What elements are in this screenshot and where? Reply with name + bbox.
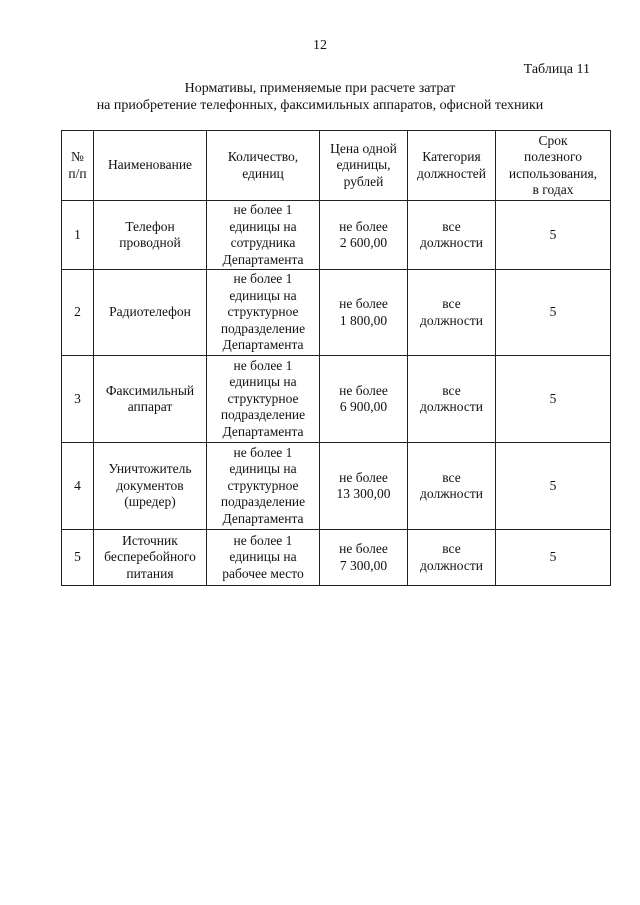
header-text: Количество, [227,149,299,164]
title-line: на приобретение телефонных, факсимильных аппаратов, офисной техники [96,98,544,113]
table-row [62,443,611,530]
cell-text: все [442,382,461,398]
cell-text: Уничтожитель [108,461,192,477]
cell-category [408,356,496,443]
cell-text: не более [339,218,388,234]
cell-text: бесперебойного [104,549,196,565]
cell-text: все [442,469,461,485]
table-row [62,356,611,443]
cell-text: питания [126,565,174,581]
cell-quantity [207,530,320,586]
cell-text: не более [339,296,388,311]
cell-text: Департамента [222,251,304,267]
cell-text: не более 1 [233,202,293,217]
cell-text: 5 [549,226,557,242]
cell-price [320,443,408,530]
cell-text: все [442,218,461,234]
cell-text: подразделение [220,320,306,336]
cell-number [62,270,94,356]
cell-number [62,443,94,530]
cell-text: 5 [549,304,557,320]
cell-quantity [207,270,320,356]
table-row [62,270,611,356]
title-line: Нормативы, применяемые при расчете затрат [184,81,456,96]
cell-text: 2 [74,304,81,320]
header-cell-quantity [207,131,320,201]
cell-name [94,530,207,586]
cell-service-life [496,201,611,270]
cell-text: должности [420,312,483,328]
cell-text: 1 800,00 [339,312,388,328]
cell-text: 5 [74,549,81,565]
cell-text: подразделение [220,494,306,510]
header-text: единицы, [336,157,391,173]
cell-text: не более [339,382,388,398]
cell-text: единицы на [229,549,297,565]
cell-name [94,356,207,443]
cell-text: Департамента [222,337,304,353]
cell-text: Источник [122,532,178,548]
cell-text: не более [339,541,388,556]
norms-table [61,130,611,586]
cell-name [94,270,207,356]
cell-text: структурное [227,390,299,406]
cell-text: сотрудника [230,235,296,250]
table-row [62,530,611,586]
header-text: № [71,149,84,164]
header-text: п/п [68,165,87,181]
cell-price [320,270,408,356]
cell-text: единицы на [229,218,297,234]
cell-text: рабочее место [222,565,304,581]
header-text: должностей [417,165,486,181]
cell-price [320,356,408,443]
header-text: в годах [532,182,574,197]
header-text: рублей [343,173,384,189]
cell-service-life [496,530,611,586]
cell-text: должности [420,486,483,501]
cell-number [62,530,94,586]
cell-text: все [442,296,461,311]
cell-category [408,201,496,270]
cell-quantity [207,356,320,443]
cell-text: должности [420,557,483,573]
cell-text: структурное [227,304,299,320]
header-text: Срок [538,132,568,148]
cell-name [94,443,207,530]
header-text: Цена одной [330,140,397,156]
cell-name [94,201,207,270]
cell-text: 5 [549,549,557,565]
cell-text: не более [339,469,388,485]
cell-text: структурное [227,477,299,493]
cell-text: должности [420,399,483,414]
cell-text: Факсимильный [105,382,195,398]
cell-text: 2 600,00 [339,235,388,250]
page-number: 12 [313,38,327,53]
cell-number [62,356,94,443]
header-text: использования, [508,165,598,181]
cell-text: не более 1 [233,444,293,460]
header-text: Категория [422,149,481,164]
cell-quantity [207,201,320,270]
cell-text: 13 300,00 [336,486,391,501]
header-cell-name [94,131,207,201]
cell-quantity [207,443,320,530]
document-title [0,80,640,114]
cell-text: 6 900,00 [339,399,388,414]
table-row [62,201,611,270]
cell-text: (шредер) [124,494,176,510]
header-text: Наименование [107,157,193,173]
cell-text: подразделение [220,407,306,423]
cell-text: единицы на [229,374,297,390]
header-cell-price [320,131,408,201]
cell-category [408,443,496,530]
header-cell-number [62,131,94,201]
cell-service-life [496,270,611,356]
cell-price [320,201,408,270]
cell-text: аппарат [127,399,173,414]
table-header-row [62,131,611,201]
header-text: полезного [524,149,582,164]
cell-text: не более 1 [233,271,293,287]
cell-text: 3 [74,390,81,406]
cell-text: единицы на [229,287,297,303]
cell-text: Департамента [222,510,304,526]
cell-text: единицы на [229,461,297,477]
cell-text: не более 1 [233,357,293,373]
table-label: Таблица 11 [523,62,590,77]
cell-text: документов [116,477,184,493]
cell-text: проводной [119,235,181,250]
header-cell-category [408,131,496,201]
cell-number [62,201,94,270]
header-cell-service-life [496,131,611,201]
cell-text: Департамента [222,423,304,439]
cell-text: Телефон [125,218,175,234]
cell-text: должности [420,235,483,250]
cell-service-life [496,356,611,443]
cell-price [320,530,408,586]
cell-text: 5 [549,390,557,406]
cell-category [408,270,496,356]
cell-text: 7 300,00 [339,557,388,573]
cell-text: не более 1 [233,532,293,548]
cell-text: Радиотелефон [109,304,191,320]
cell-text: все [442,541,461,556]
cell-category [408,530,496,586]
cell-service-life [496,443,611,530]
cell-text: 4 [74,477,81,493]
cell-text: 5 [549,477,557,493]
cell-text: 1 [74,226,81,242]
header-text: единиц [242,165,284,181]
